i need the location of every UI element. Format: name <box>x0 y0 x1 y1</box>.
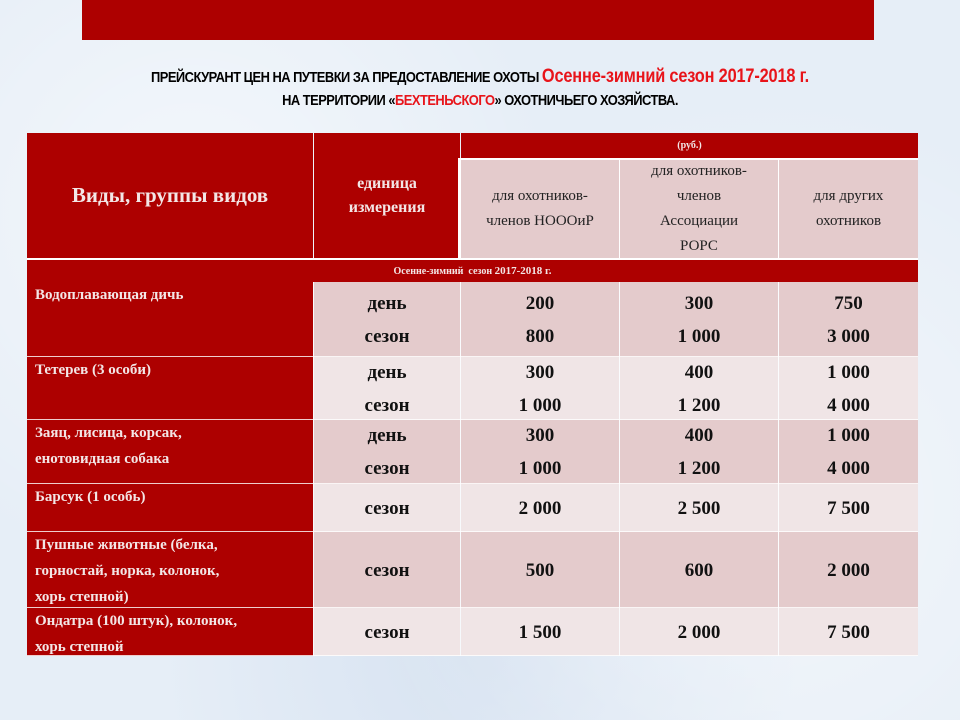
price-cell <box>779 357 918 420</box>
price-cell <box>620 532 778 608</box>
column-divider <box>619 357 620 420</box>
price-value: 4 000 <box>827 458 870 479</box>
price-value: 1 000 <box>827 361 870 383</box>
price-value: 800 <box>525 325 555 347</box>
price-value: 300 <box>525 361 555 383</box>
species-cell <box>27 420 313 484</box>
price-value: 1 000 <box>518 458 562 479</box>
price-value: 750 <box>834 292 863 314</box>
unit-cell <box>314 282 460 357</box>
price-value: 300 <box>684 292 714 314</box>
column-divider <box>313 357 314 420</box>
title-prefix: ПРЕЙСКУРАНТ ЦЕН НА ПУТЕВКИ ЗА ПРЕДОСТАВЛЕНИЕ ОХОТЫ <box>150 69 542 86</box>
unit-cell <box>314 420 460 484</box>
species-name-line: Заяц, лисица, корсак, <box>35 425 182 441</box>
price-value: 1 000 <box>677 325 721 347</box>
price-cell <box>461 357 619 420</box>
price-cell <box>779 484 918 532</box>
top-banner-bar <box>82 0 874 40</box>
unit-value: день <box>367 292 407 314</box>
column-divider <box>619 532 620 608</box>
column-divider <box>460 532 461 608</box>
species-cell <box>27 532 313 608</box>
price-value: 1 000 <box>518 394 562 416</box>
column-divider <box>778 484 779 532</box>
header-price-column-line: для других <box>813 188 884 204</box>
price-value: 400 <box>684 425 714 446</box>
price-cell <box>620 357 778 420</box>
species-cell <box>27 282 313 357</box>
column-divider <box>778 608 779 656</box>
price-value: 2 000 <box>827 559 870 581</box>
price-cell <box>461 484 619 532</box>
column-divider <box>778 160 779 258</box>
header-price-column-line: для охотников- <box>651 163 747 179</box>
unit-value: день <box>367 361 407 383</box>
column-divider <box>778 282 779 357</box>
season-band <box>27 260 918 282</box>
title-territory-suffix: » ОХОТНИЧЬЕГО ХОЗЯЙСТВА. <box>494 92 678 109</box>
column-divider <box>619 160 620 258</box>
unit-value: сезон <box>364 497 410 519</box>
column-divider <box>778 420 779 484</box>
column-divider <box>313 484 314 532</box>
header-unit-line-2: измерения <box>348 198 426 216</box>
column-divider <box>619 608 620 656</box>
column-divider <box>460 420 461 484</box>
column-divider <box>313 420 314 484</box>
species-name-line: Барсук (1 особь) <box>35 489 146 505</box>
price-table <box>27 133 918 656</box>
row-divider <box>27 655 918 656</box>
column-divider <box>460 357 461 420</box>
price-cell <box>779 532 918 608</box>
header-unit-line-1: единица <box>357 174 417 192</box>
header-price-column-line: для охотников- <box>492 188 588 204</box>
unit-value: сезон <box>364 325 410 347</box>
column-divider <box>313 282 314 357</box>
unit-value: сезон <box>364 559 410 581</box>
species-name-line: Пушные животные (белка, <box>35 537 218 553</box>
price-cell <box>779 282 918 357</box>
season-band-years: 2017-2018 г. <box>494 265 552 277</box>
price-value: 1 500 <box>518 621 562 643</box>
unit-value: день <box>367 425 407 446</box>
price-value: 300 <box>525 425 555 446</box>
price-value: 1 200 <box>677 458 721 479</box>
species-name-line: Водоплавающая дичь <box>35 287 184 303</box>
species-name-line: хорь степной) <box>35 589 129 605</box>
header-price-column-line: охотников <box>815 213 882 229</box>
header-price-column-3 <box>779 160 918 258</box>
column-divider <box>778 357 779 420</box>
column-divider <box>460 484 461 532</box>
unit-cell <box>314 357 460 420</box>
species-name-line: Тетерев (3 особи) <box>35 362 152 378</box>
header-price-column-1 <box>461 160 619 258</box>
price-cell <box>461 282 619 357</box>
title-territory-prefix: НА ТЕРРИТОРИИ « <box>282 92 396 109</box>
header-price-column-line: Ассоциации <box>659 213 739 229</box>
price-cell <box>461 532 619 608</box>
price-value: 1 000 <box>827 425 870 446</box>
column-divider <box>460 282 461 357</box>
column-divider <box>619 282 620 357</box>
price-value: 400 <box>684 361 714 383</box>
header-unit <box>314 133 460 258</box>
header-species: Виды, группы видов <box>27 133 313 258</box>
header-price-column-line: РОРС <box>680 238 718 254</box>
price-cell <box>779 608 918 656</box>
unit-cell <box>314 532 460 608</box>
price-cell <box>461 608 619 656</box>
header-price-column-2 <box>620 160 778 258</box>
column-divider <box>619 484 620 532</box>
price-cell <box>779 420 918 484</box>
unit-value: сезон <box>364 458 410 479</box>
price-value: 2 000 <box>518 497 562 519</box>
species-cell <box>27 608 313 656</box>
species-name-line: хорь степной <box>35 639 124 655</box>
title-season-highlight: Осенне-зимний сезон 2017-2018 г. <box>541 66 810 87</box>
unit-cell <box>314 608 460 656</box>
header-price-column-line: членов <box>676 188 722 204</box>
price-value: 7 500 <box>827 497 870 519</box>
price-value: 200 <box>525 292 555 314</box>
column-divider <box>313 532 314 608</box>
title-farm-name: БЕХТЕНЬСКОГО <box>395 92 495 109</box>
page-title-line-2 <box>67 92 893 109</box>
price-cell <box>461 420 619 484</box>
price-value: 2 500 <box>677 497 721 519</box>
page-title-line-1 <box>67 66 893 88</box>
price-value: 1 200 <box>677 394 721 416</box>
header-currency: (руб.) <box>461 133 918 158</box>
unit-value: сезон <box>364 394 410 416</box>
price-value: 2 000 <box>677 621 721 643</box>
price-cell <box>620 420 778 484</box>
season-band-label: Осенне-зимний сезон <box>393 265 495 277</box>
species-cell <box>27 357 313 420</box>
column-divider <box>619 420 620 484</box>
price-cell <box>620 608 778 656</box>
header-price-column-line: членов НОООиР <box>486 213 594 229</box>
unit-cell <box>314 484 460 532</box>
price-cell <box>620 282 778 357</box>
species-name-line: енотовидная собака <box>35 451 170 467</box>
price-value: 3 000 <box>827 325 870 347</box>
unit-value: сезон <box>364 621 410 643</box>
price-value: 7 500 <box>827 621 870 643</box>
price-value: 4 000 <box>827 394 870 416</box>
species-name-line: горностай, норка, колонок, <box>35 563 220 579</box>
column-divider <box>313 608 314 656</box>
price-value: 600 <box>684 559 714 581</box>
column-divider <box>778 532 779 608</box>
price-value: 500 <box>525 559 555 581</box>
price-cell <box>620 484 778 532</box>
column-divider <box>460 608 461 656</box>
species-cell <box>27 484 313 532</box>
species-name-line: Ондатра (100 штук), колонок, <box>35 613 238 629</box>
